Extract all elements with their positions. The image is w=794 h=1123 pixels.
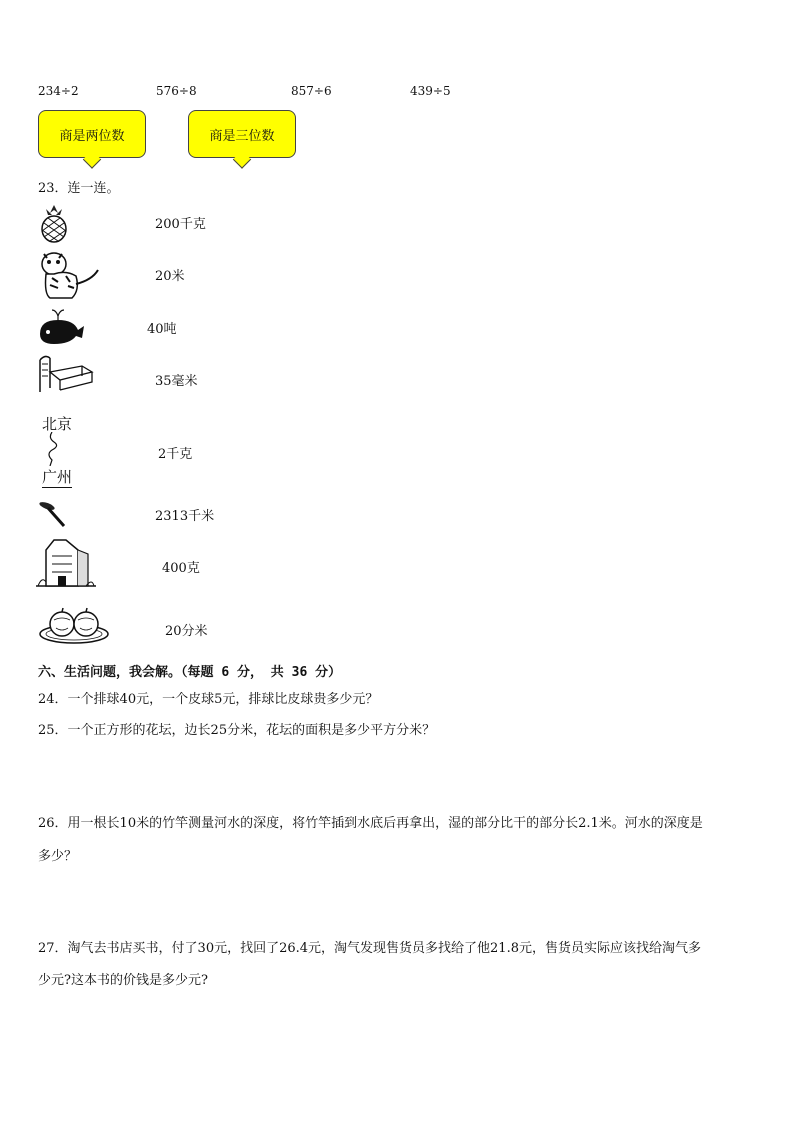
tiger-icon: [36, 250, 102, 300]
division-problem-4: 439÷5: [410, 84, 451, 98]
map-label-beijing: 北京: [42, 415, 73, 433]
unit-option-3: 40吨: [147, 322, 177, 337]
nail-icon: [38, 498, 70, 528]
question-27-line-1: 27．淘气去书店买书，付了30元，找回了26.4元，淘气发现售货员多找给了他21.8元，售货员实际应该找给淘气多: [38, 941, 701, 956]
unit-option-2: 20米: [155, 269, 185, 284]
unit-option-7: 400克: [162, 561, 200, 576]
fruit-plate-icon: [38, 606, 110, 646]
question-24: 24．一个排球40元，一个皮球5元，排球比皮球贵多少元？: [38, 692, 379, 707]
question-23-title: 23．连一连。: [38, 181, 120, 196]
question-25: 25．一个正方形的花坛，边长25分米，花坛的面积是多少平方分米？: [38, 723, 436, 738]
bubble-label: 商是两位数: [59, 128, 125, 144]
whale-icon: [36, 308, 86, 346]
bed-icon: [36, 352, 94, 396]
pineapple-icon: [36, 203, 72, 243]
unit-option-4: 35毫米: [155, 374, 198, 389]
division-problem-3: 857÷6: [291, 84, 332, 98]
division-problem-1: 234÷2: [38, 84, 79, 98]
unit-option-1: 200千克: [155, 217, 206, 232]
section-6-title: 六、生活问题，我会解。（每题 6 分， 共 36 分）: [38, 665, 342, 680]
unit-option-6: 2313千米: [155, 509, 215, 524]
question-26-line-2: 多少？: [38, 849, 78, 864]
question-27-line-2: 少元?这本书的价钱是多少元?: [38, 973, 208, 988]
bubble-tail: [83, 150, 101, 168]
bubble-tail: [233, 150, 251, 168]
building-icon: [36, 536, 96, 590]
question-26-line-1: 26．用一根长10米的竹竿测量河水的深度，将竹竿插到水底后再拿出，湿的部分比干的部分长2.1米。河水的深度是: [38, 816, 703, 831]
bubble-two-digit-quotient: [38, 110, 146, 158]
unit-option-5: 2千克: [158, 447, 193, 462]
bubble-label: 商是三位数: [209, 128, 275, 144]
map-label-guangzhou: 广州: [42, 468, 73, 486]
unit-option-8: 20分米: [165, 624, 208, 639]
bubble-three-digit-quotient: [188, 110, 296, 158]
route-line-icon: [44, 432, 74, 466]
division-problem-2: 576÷8: [156, 84, 197, 98]
